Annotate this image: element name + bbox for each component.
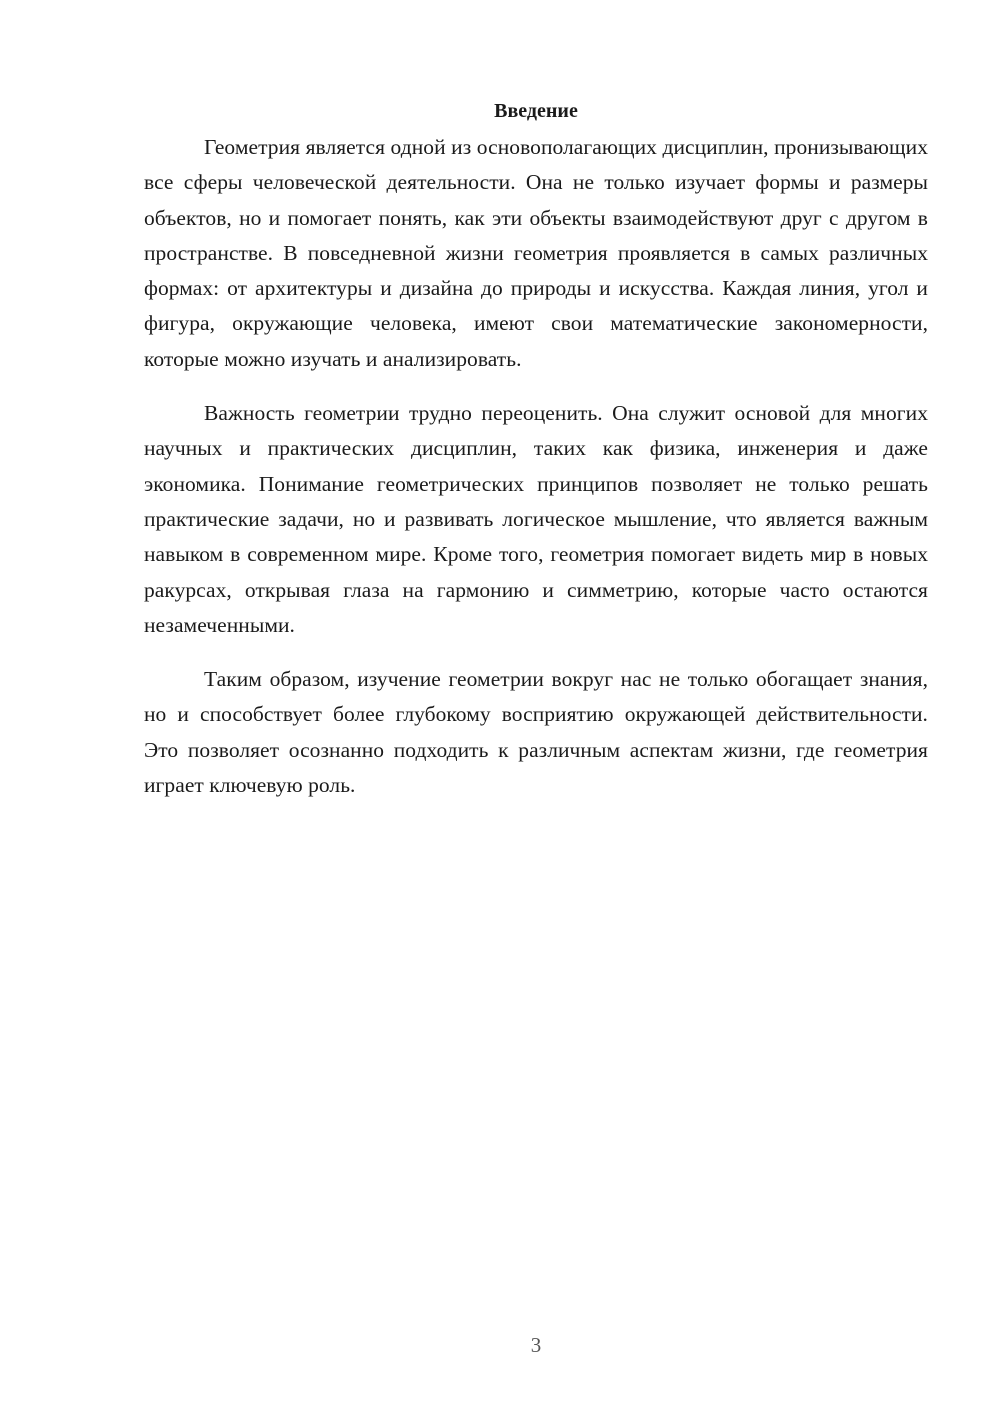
page-content bbox=[144, 96, 928, 822]
page-number: 3 bbox=[530, 1333, 542, 1357]
paragraph-3: Таким образом, изучение геометрии вокруг нас не только обогащает знания, но и способствует более глубокому восприятию окружающей действительности. Это позволяет осознанно подходить к различным аспектам жизни, где геометрия играет ключевую роль. bbox=[144, 667, 928, 798]
paragraph-2: Важность геометрии трудно переоценить. Она служит основой для многих научных и практических дисциплин, таких как физика, инженерия и даже экономика. Понимание геометрических принципов позволяет не только решать практические задачи, но и развивать логическое мышление, что является важным навыком в современном мире. Кроме того, геометрия помогает видеть мир в новых ракурсах, открывая глаза на гармонию и симметрию, которые часто остаются незамеченными. bbox=[144, 401, 928, 637]
section-heading: Введение bbox=[494, 100, 578, 122]
paragraph-1: Геометрия является одной из основополагающих дисциплин, пронизывающих все сферы человеческой деятельности. Она не только изучает формы и размеры объектов, но и помогает понять, как эти объекты взаимодействуют друг с другом в пространстве. В повседневной жизни геометрия проявляется в самых различных формах: от архитектуры и дизайна до природы и искусства. Каждая линия, угол и фигура, окружающие человека, имеют свои математические закономерности, которые можно изучать и анализировать. bbox=[144, 135, 928, 371]
